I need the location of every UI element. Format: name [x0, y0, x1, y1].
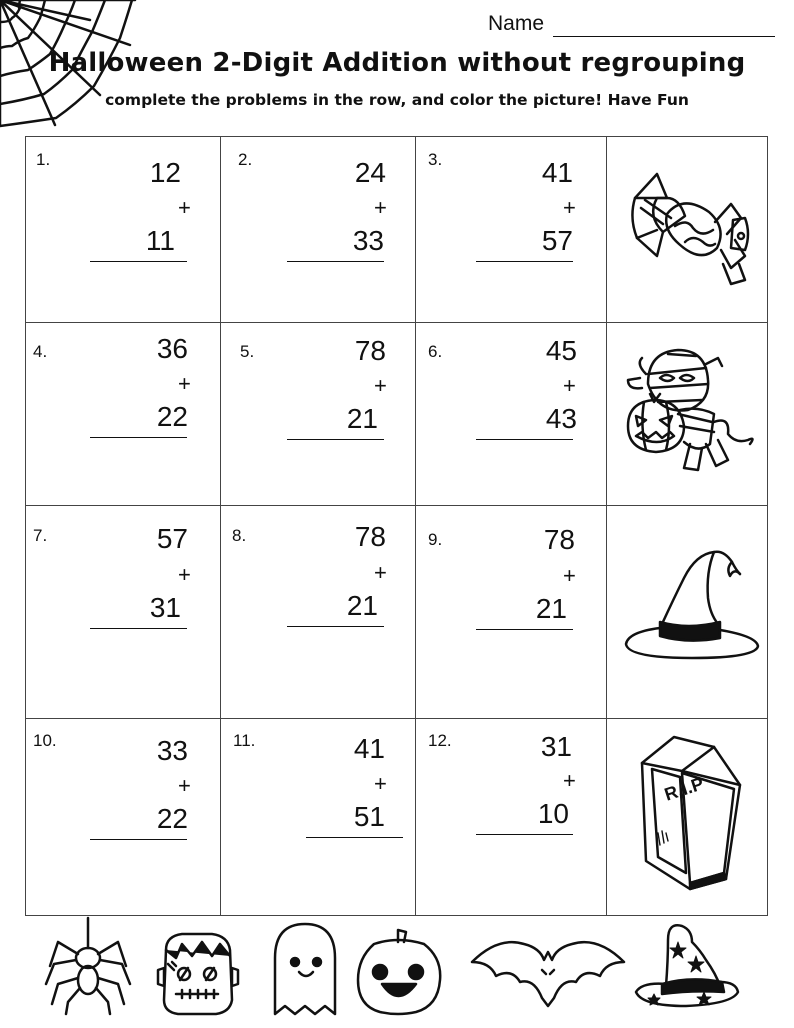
addend-top: 41: [541, 157, 573, 188]
addend-top: 57: [156, 523, 188, 554]
addend-top: 12: [149, 157, 181, 188]
plus-sign: +: [563, 195, 576, 220]
problem-number: 12.: [428, 731, 452, 750]
plus-sign: +: [374, 195, 387, 220]
plus-sign: +: [563, 768, 576, 793]
addend-bottom: 21: [346, 403, 378, 434]
answer-line[interactable]: [90, 437, 187, 438]
plus-sign: +: [374, 373, 387, 398]
addend-top: 45: [545, 335, 577, 366]
coffin-icon: [628, 733, 748, 893]
answer-line[interactable]: [90, 839, 187, 840]
candy-icon: [627, 168, 757, 298]
plus-sign: +: [563, 373, 576, 398]
addend-bottom: 21: [346, 590, 378, 621]
answer-line[interactable]: [476, 261, 573, 262]
problem-number: 9.: [428, 530, 443, 549]
grid-divider: [220, 136, 221, 916]
grid-divider: [606, 136, 607, 916]
problem-number: 3.: [428, 150, 443, 169]
bat-icon: [468, 932, 628, 1022]
plus-sign: +: [178, 562, 191, 587]
answer-line[interactable]: [90, 261, 187, 262]
witch-hat-icon: [622, 548, 762, 668]
mummy-with-pumpkin-icon: [618, 344, 758, 484]
addend-top: 31: [540, 731, 572, 762]
plus-sign: +: [178, 371, 191, 396]
name-field-line[interactable]: [553, 36, 775, 37]
problem-number: 8.: [232, 526, 247, 545]
problem-number: 7.: [33, 526, 48, 545]
problem-number: 1.: [36, 150, 51, 169]
answer-line[interactable]: [287, 626, 384, 627]
plus-sign: +: [563, 563, 576, 588]
problem-number: 5.: [240, 342, 255, 361]
plus-sign: +: [374, 560, 387, 585]
coffin-text: R.I.P: [661, 773, 707, 805]
plus-sign: +: [178, 195, 191, 220]
addend-top: 78: [354, 335, 386, 366]
addend-bottom: 22: [156, 803, 188, 834]
page-subtitle: complete the problems in the row, and color the picture! Have Fun: [105, 91, 689, 109]
zombie-icon: [152, 928, 242, 1018]
grid-divider: [415, 136, 416, 916]
addend-top: 78: [543, 524, 575, 555]
plus-sign: +: [178, 773, 191, 798]
addend-bottom: 22: [156, 401, 188, 432]
addend-top: 36: [156, 333, 188, 364]
grid-divider: [25, 322, 768, 323]
addend-bottom: 51: [353, 801, 385, 832]
addend-bottom: 31: [149, 592, 181, 623]
answer-line[interactable]: [90, 628, 187, 629]
answer-line[interactable]: [287, 261, 384, 262]
addend-bottom: 11: [145, 225, 175, 256]
answer-line[interactable]: [306, 837, 403, 838]
pumpkin-icon: [354, 928, 444, 1018]
answer-line[interactable]: [287, 439, 384, 440]
problem-number: 10.: [33, 731, 57, 750]
addend-bottom: 10: [537, 798, 569, 829]
addend-top: 33: [156, 735, 188, 766]
problem-number: 6.: [428, 342, 443, 361]
plus-sign: +: [374, 771, 387, 796]
addend-bottom: 57: [541, 225, 573, 256]
addend-bottom: 43: [545, 403, 577, 434]
addend-bottom: 33: [352, 225, 384, 256]
answer-line[interactable]: [476, 629, 573, 630]
ghost-icon: [265, 918, 345, 1018]
problem-number: 2.: [238, 150, 253, 169]
spider-icon: [38, 918, 138, 1018]
problem-number: 11.: [233, 731, 256, 750]
addend-bottom: 21: [535, 593, 567, 624]
witch-hat-icon: [632, 920, 742, 1010]
answer-line[interactable]: [476, 439, 573, 440]
grid-divider: [25, 505, 768, 506]
name-label: Name: [488, 12, 545, 35]
answer-line[interactable]: [476, 834, 573, 835]
addend-top: 78: [354, 521, 386, 552]
grid-divider: [25, 718, 768, 719]
page-title: Halloween 2-Digit Addition without regrouping: [48, 48, 746, 78]
problem-number: 4.: [33, 342, 48, 361]
addend-top: 41: [353, 733, 385, 764]
addend-top: 24: [354, 157, 386, 188]
